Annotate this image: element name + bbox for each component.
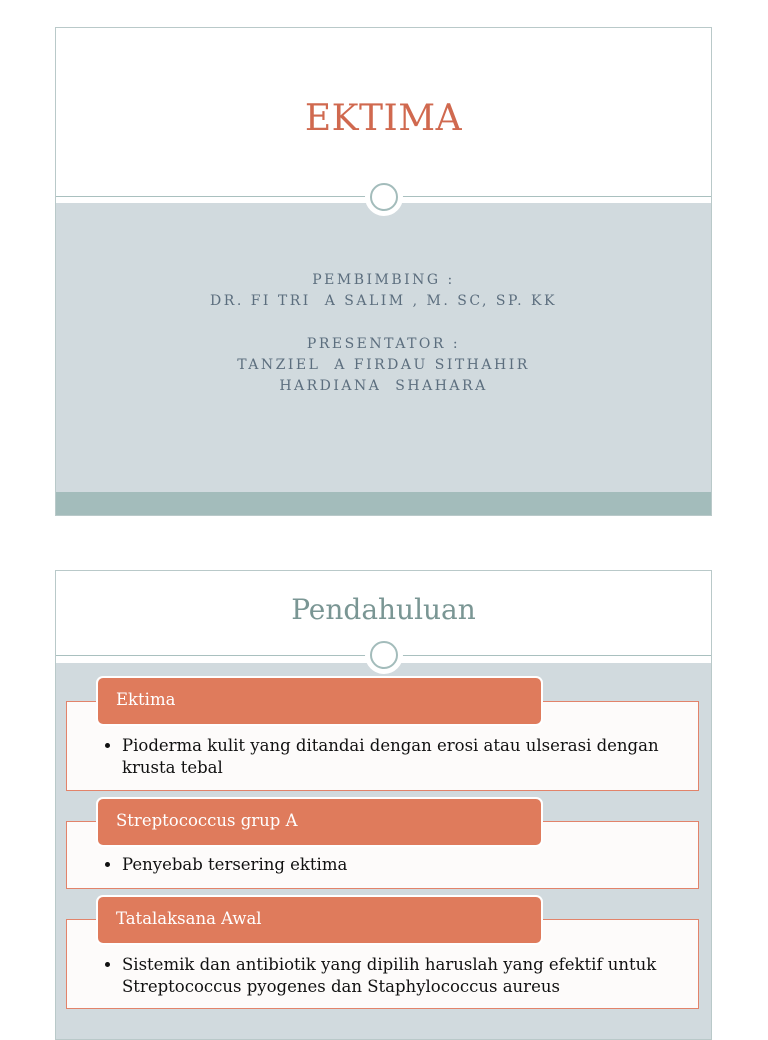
list-item: • Pioderma kulit yang ditandai dengan erosi atau ulserasi dengan krusta tebal (122, 735, 662, 779)
pembimbing-label: PEMBIMBING : (312, 272, 455, 288)
bottom-bar (56, 492, 711, 515)
presentator-name-1: TANZIEL A FIRDAU SITHAHIR (237, 357, 530, 373)
item-header: Ektima (98, 678, 541, 724)
title-area (56, 28, 711, 197)
item-header: Tatalaksana Awal (98, 897, 541, 943)
presentator-name-2: HARDIANA SHAHARA (279, 378, 488, 394)
list-item: • Penyebab tersering ektima (122, 854, 662, 876)
title-slide (55, 27, 712, 516)
slide-title: EKTIMA (304, 98, 463, 139)
ring-ornament-icon (365, 636, 403, 674)
content-area (56, 663, 711, 1040)
item-text (102, 854, 662, 876)
item-header: Streptococcus grup A (98, 799, 541, 845)
list-item: • Sistemik dan antibiotik yang dipilih haruslah yang efektif untuk Streptococcus pyogenes dan Staphylococcus aureus (122, 954, 662, 998)
pembimbing-name: DR. FI TRI A SALIM , M. SC, SP. KK (210, 293, 557, 309)
credits (56, 270, 711, 397)
item-text (102, 735, 662, 779)
item-text (102, 954, 662, 998)
ring-ornament-icon (365, 178, 403, 216)
content-slide (55, 570, 712, 1040)
slide-title: Pendahuluan (291, 593, 476, 626)
presentator-label: PRESENTATOR : (306, 336, 461, 352)
